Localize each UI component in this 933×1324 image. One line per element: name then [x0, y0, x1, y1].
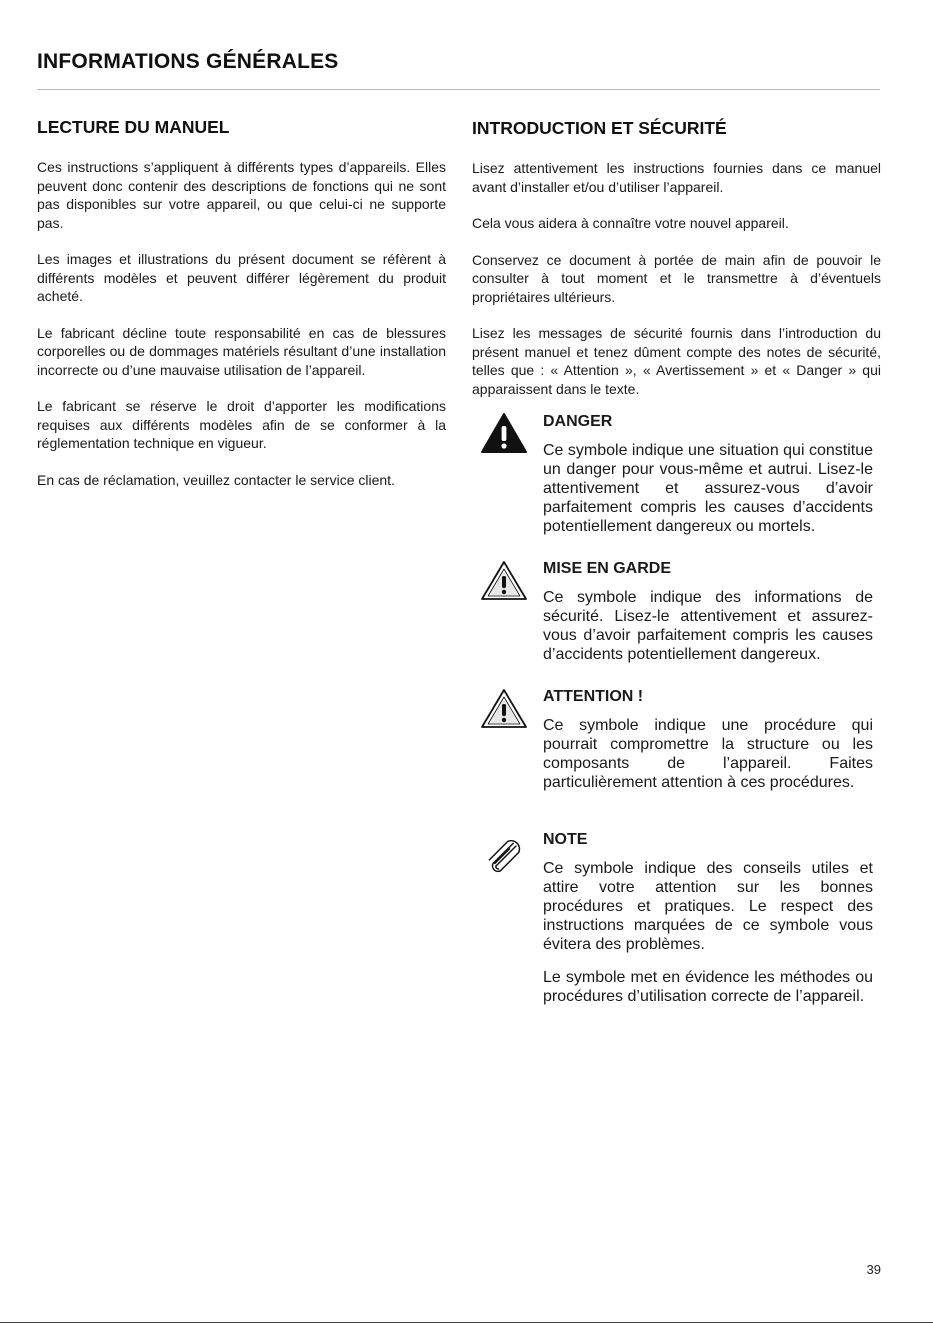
notice-title: ATTENTION !	[543, 688, 644, 705]
paragraph: Lisez attentivement les instructions fournies dans ce manuel avant d’installer et/ou d’utiliser l’appareil.	[472, 160, 881, 195]
section-heading-lecture: LECTURE DU MANUEL	[37, 117, 230, 137]
paragraph: Cela vous aidera à connaître votre nouvel appareil.	[472, 215, 789, 231]
paragraph: Les images et illustrations du présent document se réfèrent à différents modèles et peuvent différer légèrement du produit acheté.	[37, 251, 446, 304]
paragraph: Le fabricant décline toute responsabilité en cas de blessures corporelles ou de dommages matériels résultant d’une installation incorrecte ou d’une mauvaise utilisation de l’appareil.	[37, 324, 446, 378]
paragraph: Le fabricant se réserve le droit d’apporter les modifications requises aux différents modèles afin de se conformer à la réglementation technique en vigueur.	[37, 398, 446, 451]
notice-title: DANGER	[543, 413, 613, 430]
warning-filled-icon	[480, 412, 528, 454]
notice-text: Ce symbole indique une procédure qui pourrait compromettre la structure ou les composants de l’appareil. Faites particulièrement attention à ces procédures.	[543, 717, 873, 791]
paragraph: Lisez les messages de sécurité fournis dans l’introduction du présent manuel et tenez dûment compte des notes de sécurité, telles que : « Attention », « Avertissement » et « Danger » qui apparaissent dans le texte.	[472, 325, 881, 397]
notice-text: Ce symbole indique une situation qui constitue un danger pour vous-même et autrui. Lisez-le attentivement et assurez-vous d’avoir parfaitement compris les causes d’accidents potentiellement dangereux ou mortels.	[543, 442, 873, 535]
caution-notice	[472, 559, 873, 664]
note-notice	[472, 830, 873, 1006]
danger-notice	[472, 412, 873, 536]
paperclip-icon	[482, 836, 526, 880]
paragraph: Conservez ce document à portée de main afin de pouvoir le consulter à tout moment et le transmettre à d’éventuels propriétaires ultérieurs.	[472, 251, 881, 305]
paragraph: Ces instructions s’appliquent à différents types d’appareils. Elles peuvent donc contenir des descriptions de fonctions qui ne sont pas disponibles sur votre appareil, ou que celui-ci ne supporte pas.	[37, 159, 446, 231]
page-number: 39	[866, 1262, 881, 1277]
warning-outline-icon	[480, 559, 528, 601]
notice-text: Ce symbole indique des informations de sécurité. Lisez-le attentivement et assurez-vous d’avoir parfaitement compris les causes d’accidents potentiellement dangereux.	[543, 589, 873, 663]
notice-title: NOTE	[543, 831, 588, 848]
notice-text: Le symbole met en évidence les méthodes ou procédures d’utilisation correcte de l’appareil.	[543, 969, 873, 1005]
warning-outline-icon	[480, 687, 528, 729]
bottom-divider	[0, 1322, 933, 1323]
title-divider	[37, 89, 880, 90]
attention-notice	[472, 687, 873, 792]
section-heading-introduction: INTRODUCTION ET SÉCURITÉ	[472, 118, 727, 138]
notice-title: MISE EN GARDE	[543, 560, 672, 577]
notice-text: Ce symbole indique des conseils utiles et attire votre attention sur les bonnes procédures et pratiques. Le respect des instructions marquées de ce symbole vous évitera des problèmes.	[543, 860, 873, 953]
left-column	[37, 117, 446, 507]
page-title: INFORMATIONS GÉNÉRALES	[37, 50, 339, 73]
paragraph: En cas de réclamation, veuillez contacter le service client.	[37, 471, 395, 488]
right-column	[472, 118, 881, 1006]
